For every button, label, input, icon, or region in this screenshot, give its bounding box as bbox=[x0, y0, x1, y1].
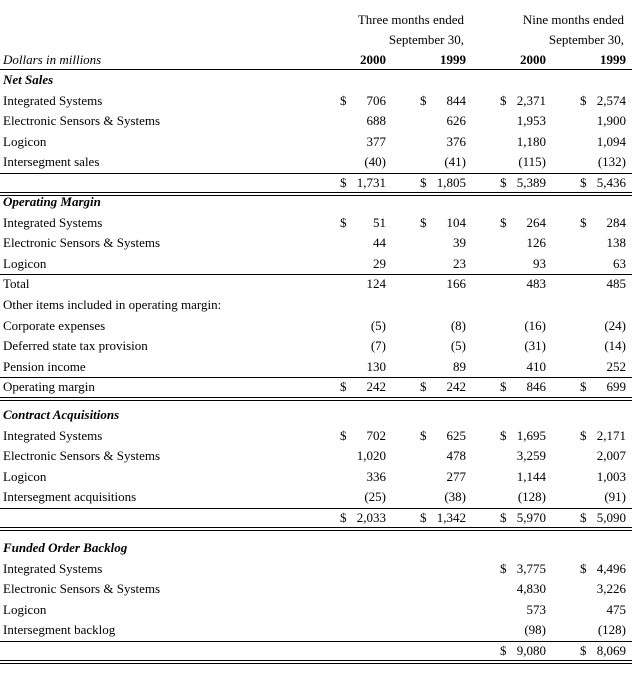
table-row bbox=[0, 91, 632, 111]
cell-value: (38) bbox=[444, 489, 466, 505]
cell-value: 2,007 bbox=[596, 448, 626, 464]
cell-value: 9,080 bbox=[516, 643, 546, 658]
cell-value: 166 bbox=[446, 276, 466, 292]
nine-months-header-line2: September 30, bbox=[548, 32, 624, 47]
cell-value: 377 bbox=[366, 133, 386, 149]
cell-value: (115) bbox=[518, 154, 546, 170]
row-label: Intersegment sales bbox=[3, 154, 100, 170]
cell-value: 5,970 bbox=[516, 510, 546, 525]
currency-symbol: $ bbox=[340, 92, 347, 108]
currency-symbol: $ bbox=[420, 379, 427, 395]
cell-value: 23 bbox=[453, 255, 466, 271]
section-title: Operating Margin bbox=[3, 194, 101, 209]
table-row bbox=[0, 295, 632, 315]
three-months-header-line2: September 30, bbox=[388, 32, 464, 47]
cell-value: (7) bbox=[370, 338, 386, 354]
cell-value: 699 bbox=[606, 379, 626, 395]
table-row bbox=[0, 316, 632, 336]
currency-symbol: $ bbox=[500, 379, 507, 395]
row-label: Integrated Systems bbox=[3, 92, 103, 108]
cell-value: (98) bbox=[524, 622, 546, 638]
table-row bbox=[0, 559, 632, 579]
currency-symbol: $ bbox=[500, 643, 507, 658]
row-label: Corporate expenses bbox=[3, 317, 106, 333]
cell-value: 1,020 bbox=[356, 448, 386, 464]
table-row bbox=[0, 357, 632, 377]
cell-value: 89 bbox=[453, 358, 466, 374]
cell-value: 475 bbox=[606, 601, 626, 617]
cell-value: 3,775 bbox=[516, 560, 546, 576]
double-rule bbox=[0, 527, 632, 531]
currency-symbol: $ bbox=[500, 510, 507, 525]
cell-value: 844 bbox=[446, 92, 466, 108]
cell-value: 1,180 bbox=[516, 133, 546, 149]
cell-value: 485 bbox=[606, 276, 626, 292]
cell-value: (40) bbox=[364, 154, 386, 170]
table-row bbox=[0, 487, 632, 507]
cell-value: 626 bbox=[446, 113, 466, 129]
section-title-row bbox=[0, 70, 632, 90]
currency-symbol: $ bbox=[340, 427, 347, 443]
table-row bbox=[0, 620, 632, 640]
cell-value: 573 bbox=[526, 601, 546, 617]
currency-symbol: $ bbox=[420, 427, 427, 443]
table-row bbox=[0, 254, 632, 274]
section-title: Net Sales bbox=[3, 72, 54, 87]
double-rule bbox=[0, 192, 632, 196]
row-label: Electronic Sensors & Systems bbox=[3, 235, 161, 251]
table-row bbox=[0, 213, 632, 233]
cell-value: (5) bbox=[370, 317, 386, 333]
currency-symbol: $ bbox=[420, 510, 427, 525]
table-row bbox=[0, 111, 632, 131]
cell-value: 1,695 bbox=[516, 427, 546, 443]
currency-symbol: $ bbox=[580, 92, 587, 108]
currency-symbol: $ bbox=[340, 175, 347, 190]
cell-value: 3,226 bbox=[596, 581, 626, 597]
cell-value: 702 bbox=[366, 427, 386, 443]
row-label: Logicon bbox=[3, 133, 47, 149]
cell-value: 8,069 bbox=[596, 643, 626, 658]
currency-symbol: $ bbox=[500, 175, 507, 190]
cell-value: 376 bbox=[446, 133, 466, 149]
subtotal-rule bbox=[0, 173, 632, 174]
year-header-2000-three: 2000 bbox=[360, 52, 386, 67]
cell-value: 2,574 bbox=[596, 92, 626, 108]
total-row bbox=[0, 173, 632, 193]
cell-value: 1,953 bbox=[516, 113, 546, 129]
cell-value: 625 bbox=[446, 427, 466, 443]
cell-value: (41) bbox=[444, 154, 466, 170]
currency-symbol: $ bbox=[580, 510, 587, 525]
cell-value: 478 bbox=[446, 448, 466, 464]
cell-value: 39 bbox=[453, 235, 466, 251]
currency-symbol: $ bbox=[420, 175, 427, 190]
currency-symbol: $ bbox=[340, 379, 347, 395]
cell-value: 336 bbox=[366, 468, 386, 484]
cell-value: 1,900 bbox=[596, 113, 626, 129]
year-header-1999-three: 1999 bbox=[440, 52, 466, 67]
row-label: Integrated Systems bbox=[3, 427, 103, 443]
cell-value: (91) bbox=[604, 489, 626, 505]
currency-symbol: $ bbox=[580, 560, 587, 576]
cell-value: 264 bbox=[526, 214, 546, 230]
row-label: Electronic Sensors & Systems bbox=[3, 581, 161, 597]
table-row bbox=[0, 377, 632, 397]
cell-value: (14) bbox=[604, 338, 626, 354]
double-rule bbox=[0, 397, 632, 401]
table-row bbox=[0, 274, 632, 294]
cell-value: 5,389 bbox=[516, 175, 546, 190]
nine-months-header-line1: Nine months ended bbox=[522, 12, 624, 27]
cell-value: 124 bbox=[366, 276, 386, 292]
cell-value: 1,342 bbox=[436, 510, 466, 525]
cell-value: 4,830 bbox=[516, 581, 546, 597]
cell-value: 2,371 bbox=[516, 92, 546, 108]
row-label: Logicon bbox=[3, 468, 47, 484]
cell-value: 242 bbox=[366, 379, 386, 395]
cell-value: 284 bbox=[606, 214, 626, 230]
cell-value: (5) bbox=[450, 338, 466, 354]
row-label: Logicon bbox=[3, 601, 47, 617]
cell-value: 1,094 bbox=[596, 133, 626, 149]
total-row bbox=[0, 641, 632, 661]
currency-symbol: $ bbox=[420, 92, 427, 108]
year-header-1999-nine: 1999 bbox=[600, 52, 626, 67]
cell-value: 126 bbox=[526, 235, 546, 251]
section-title-row bbox=[0, 405, 632, 425]
currency-symbol: $ bbox=[580, 214, 587, 230]
cell-value: 688 bbox=[366, 113, 386, 129]
subtotal-rule bbox=[0, 508, 632, 509]
cell-value: 130 bbox=[366, 358, 386, 374]
section-title: Contract Acquisitions bbox=[3, 407, 120, 422]
cell-value: 252 bbox=[606, 358, 626, 374]
row-label: Operating margin bbox=[3, 379, 95, 395]
cell-value: 410 bbox=[526, 358, 546, 374]
row-label: Deferred state tax provision bbox=[3, 338, 148, 354]
table-row bbox=[0, 426, 632, 446]
row-label: Electronic Sensors & Systems bbox=[3, 448, 161, 464]
cell-value: 2,171 bbox=[596, 427, 626, 443]
table-row bbox=[0, 446, 632, 466]
currency-symbol: $ bbox=[340, 214, 347, 230]
section-title: Funded Order Backlog bbox=[3, 540, 128, 555]
cell-value: 1,731 bbox=[356, 175, 386, 190]
row-label: Electronic Sensors & Systems bbox=[3, 113, 161, 129]
section-title-row bbox=[0, 538, 632, 558]
currency-symbol: $ bbox=[500, 560, 507, 576]
table-row bbox=[0, 132, 632, 152]
cell-value: 277 bbox=[446, 468, 466, 484]
cell-value: (128) bbox=[517, 489, 546, 505]
table-row bbox=[0, 152, 632, 172]
cell-value: 706 bbox=[366, 92, 386, 108]
currency-symbol: $ bbox=[500, 92, 507, 108]
table-row bbox=[0, 467, 632, 487]
cell-value: (8) bbox=[450, 317, 466, 333]
cell-value: (16) bbox=[524, 317, 546, 333]
cell-value: (132) bbox=[597, 154, 626, 170]
currency-symbol: $ bbox=[580, 643, 587, 658]
currency-symbol: $ bbox=[340, 510, 347, 525]
cell-value: (128) bbox=[597, 622, 626, 638]
table-row bbox=[0, 336, 632, 356]
currency-symbol: $ bbox=[580, 379, 587, 395]
currency-symbol: $ bbox=[420, 214, 427, 230]
row-label: Pension income bbox=[3, 358, 86, 374]
cell-value: 138 bbox=[606, 235, 626, 251]
currency-symbol: $ bbox=[580, 427, 587, 443]
cell-value: 1,805 bbox=[436, 175, 466, 190]
cell-value: 5,436 bbox=[596, 175, 626, 190]
cell-value: 93 bbox=[533, 255, 546, 271]
cell-value: 1,144 bbox=[516, 468, 546, 484]
cell-value: 2,033 bbox=[356, 510, 386, 525]
cell-value: 44 bbox=[373, 235, 386, 251]
cell-value: 5,090 bbox=[596, 510, 626, 525]
cell-value: (31) bbox=[524, 338, 546, 354]
subtotal-rule bbox=[0, 641, 632, 642]
year-header-2000-nine: 2000 bbox=[520, 52, 546, 67]
double-rule bbox=[0, 660, 632, 664]
cell-value: 51 bbox=[373, 214, 386, 230]
cell-value: 3,259 bbox=[516, 448, 546, 464]
total-row bbox=[0, 508, 632, 528]
table-row bbox=[0, 233, 632, 253]
row-label: Other items included in operating margin: bbox=[3, 297, 222, 312]
cell-value: (25) bbox=[364, 489, 386, 505]
subtotal-rule bbox=[0, 274, 632, 275]
units-label: Dollars in millions bbox=[3, 52, 102, 67]
table-row bbox=[0, 579, 632, 599]
cell-value: (24) bbox=[604, 317, 626, 333]
cell-value: 846 bbox=[526, 379, 546, 395]
row-label: Logicon bbox=[3, 255, 47, 271]
cell-value: 104 bbox=[446, 214, 466, 230]
row-label: Integrated Systems bbox=[3, 214, 103, 230]
row-label: Intersegment backlog bbox=[3, 622, 116, 638]
cell-value: 242 bbox=[446, 379, 466, 395]
cell-value: 29 bbox=[373, 255, 386, 271]
cell-value: 483 bbox=[526, 276, 546, 292]
currency-symbol: $ bbox=[500, 214, 507, 230]
currency-symbol: $ bbox=[500, 427, 507, 443]
row-label: Intersegment acquisitions bbox=[3, 489, 137, 505]
cell-value: 63 bbox=[613, 255, 626, 271]
subtotal-rule bbox=[0, 377, 632, 378]
cell-value: 1,003 bbox=[596, 468, 626, 484]
three-months-header-line1: Three months ended bbox=[357, 12, 464, 27]
currency-symbol: $ bbox=[580, 175, 587, 190]
table-row bbox=[0, 600, 632, 620]
row-label: Total bbox=[3, 276, 30, 292]
row-label: Integrated Systems bbox=[3, 560, 103, 576]
cell-value: 4,496 bbox=[596, 560, 626, 576]
